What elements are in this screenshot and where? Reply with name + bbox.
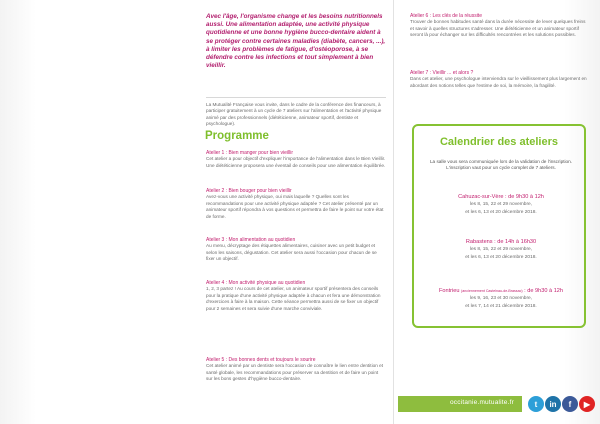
youtube-glyph: ▶ bbox=[583, 399, 591, 409]
atelier-text: Dans cet atelier, une psychologue interviendra sur le vieillissement plus largement en abordant des notions telles que l'estime de soi, la mémoire, la fragilité. bbox=[410, 76, 587, 88]
intro-paragraph: La Mutualité Française vous invite, dans le cadre de la conférence des financeurs, à participer gratuitement à un cycle de 7 ateliers sur l'alimentation et l'activité physique animé par des professionnels (diététicienne, animateur sportif, dentiste et psychologue). bbox=[206, 102, 382, 127]
atelier-title: Atelier 3 : Mon alimentation au quotidien bbox=[206, 237, 296, 243]
atelier-title: Atelier 6 : Les clés de la réussite bbox=[410, 13, 482, 19]
location-line bbox=[420, 239, 582, 246]
atelier-7 bbox=[410, 70, 588, 89]
location-time: : de 14h à 16h30 bbox=[494, 239, 537, 245]
location-name: Cahuzac-sur-Vère : bbox=[458, 194, 507, 200]
fold-crease bbox=[393, 0, 394, 424]
atelier-text: Au menu, décryptage des étiquettes alimentaires, cuisiner avec un petit budget et selon les saisons, dégustation. Cet atelier sera aussi l'occasion pour chacun de se fixer un objectif. bbox=[206, 243, 377, 262]
atelier-title: Atelier 2 : Bien bouger pour bien vieillir bbox=[206, 188, 292, 194]
location-dates-2: et les 7, 14 et 21 décembre 2018. bbox=[465, 304, 537, 309]
atelier-3 bbox=[206, 237, 386, 263]
atelier-text: Cet atelier a pour objectif d'expliquer l'importance de l'alimentation dans le Bien Vieillir. Une diététicienne proposera une éventail de conseils pour une alimentation équilibrée. bbox=[206, 156, 386, 168]
atelier-6 bbox=[410, 13, 588, 39]
linkedin-glyph: in bbox=[549, 399, 557, 409]
divider bbox=[206, 97, 386, 98]
location-dates-2: et les 6, 13 et 20 décembre 2018. bbox=[465, 210, 537, 215]
facebook-glyph: f bbox=[568, 399, 572, 409]
atelier-text: Trouver de bonnes habitudes santé dans la durée nécessite de lever quelques freins et savoir à quelles structures s'adresser. Une diététicienne et un animateur sportif seront là pour échanger sur les difficultés rencontrées et les solutions possibles. bbox=[410, 19, 586, 38]
atelier-1 bbox=[206, 150, 386, 169]
website-bar[interactable] bbox=[398, 396, 522, 412]
location-time: : de 9h30 à 12h bbox=[524, 288, 564, 294]
linkedin-icon[interactable] bbox=[545, 396, 561, 412]
location-name: Rabastens bbox=[465, 239, 493, 245]
website-link[interactable]: occitanie.mutualite.fr bbox=[449, 399, 514, 406]
location-time: de 9h30 à 12h bbox=[508, 194, 544, 200]
location-line bbox=[420, 288, 582, 295]
location-dates-2: et les 6, 13 et 20 décembre 2018. bbox=[465, 255, 537, 260]
atelier-text: Avez-vous une activité physique, oui mais laquelle ? Quelles sont les recommandations pour une activité physique adaptée ? Cet atelier présenté par un animateur sportif répondra à vos questions et permettra de faire le point sur votre état de forme. bbox=[206, 194, 384, 219]
location-rabastens bbox=[420, 239, 582, 262]
lead-paragraph: Avec l'âge, l'organisme change et les besoins nutritionnels aussi. Une alimentation adaptée, une activité physique quotidienne et une bonne hygiène bucco-dentaire aident à se protéger contre certaines maladies (diabète, cancers, ...), à limiter les problèmes de fatigue, d'ostéoporose, à se défendre contre les infections et tout simplement à bien vieillir. bbox=[206, 13, 386, 70]
atelier-text: Cet atelier animé par un dentiste sera l'occasion de connaître le lien entre dentition et santé globale, les recommandations pour préserver sa dentition et de faire un point sur les bons gestes d'hygiène bucco-dentaire. bbox=[206, 363, 384, 382]
atelier-title: Atelier 1 : Bien manger pour bien vieillir bbox=[206, 150, 293, 156]
atelier-title: Atelier 7 : Vieillir ... et alors ? bbox=[410, 70, 474, 76]
atelier-text: 1, 2, 3 partez ! Au cours de cet atelier, un animateur sportif présentera des conseils pour la pratique d'une activité physique adaptée à chacun et fera une démonstration d'exercices à faire à la maison. Cette séance permettra aussi de se fixer un objectif pour 2 semaines et sera suivie d'une marche conviviale. bbox=[206, 286, 381, 311]
twitter-icon[interactable] bbox=[528, 396, 544, 412]
program-title: Programme bbox=[205, 130, 269, 142]
location-fontrieu bbox=[420, 288, 582, 311]
atelier-title: Atelier 5 : Des bonnes dents et toujours le sourire bbox=[206, 357, 316, 363]
atelier-5 bbox=[206, 357, 386, 383]
location-name: Fontrieu bbox=[438, 288, 460, 294]
location-dates-1: les 8, 15, 22 et 29 novembre, bbox=[469, 202, 533, 207]
youtube-icon[interactable] bbox=[579, 396, 595, 412]
location-line bbox=[420, 194, 582, 201]
location-cahuzac bbox=[420, 194, 582, 217]
atelier-title: Atelier 4 : Mon activité physique au quotidien bbox=[206, 280, 306, 286]
calendar-note: La salle vous sera communiquée lors de la validation de l'inscription. L'inscription vaut pour un cycle complet de 7 ateliers. bbox=[429, 159, 573, 171]
atelier-2 bbox=[206, 188, 386, 220]
twitter-glyph: t bbox=[534, 399, 538, 409]
location-extra: (anciennement Castelnau-de-Brassac) bbox=[461, 289, 523, 293]
location-dates-1: les 8, 15, 22 et 29 novembre, bbox=[469, 247, 533, 252]
calendar-box bbox=[412, 124, 586, 328]
calendar-title: Calendrier des ateliers bbox=[439, 136, 558, 148]
location-dates-1: les 9, 16, 23 et 30 novembre, bbox=[469, 296, 533, 301]
atelier-4 bbox=[206, 280, 386, 312]
facebook-icon[interactable] bbox=[562, 396, 578, 412]
